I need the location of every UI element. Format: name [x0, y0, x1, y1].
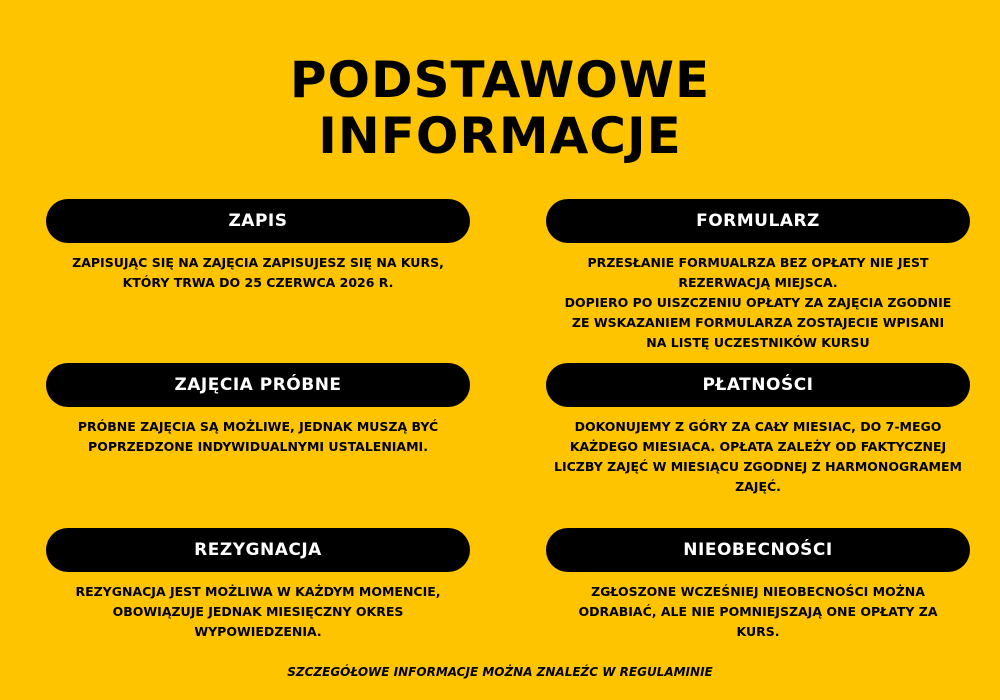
section-formularz [546, 199, 970, 353]
section-heading-rezygnacja: REZYGNACJA [46, 528, 470, 572]
section-text-zapis: ZAPISUJĄC SIĘ NA ZAJĘCIA ZAPISUJESZ SIĘ NA KURS, KTÓRY TRWA DO 25 CZERWCA 2026 R. [72, 255, 444, 290]
section-heading-zapis: ZAPIS [46, 199, 470, 243]
section-heading-nieobecnosci: NIEOBECNOŚCI [546, 528, 970, 572]
section-rezygnacja [46, 528, 470, 642]
section-heading-formularz: FORMULARZ [546, 199, 970, 243]
section-zajecia-probne [46, 363, 470, 457]
section-text-zajecia-probne: PRÓBNE ZAJĘCIA SĄ MOŻLIWE, JEDNAK MUSZĄ BYĆ POPRZEDZONE INDYWIDUALNYMI USTALENIAMI. [77, 419, 439, 454]
footer-note: SZCZEGÓŁOWE INFORMACJE MOŻNA ZNALEŹC W REGULAMINIE [287, 665, 713, 679]
page-title-line-1: PODSTAWOWE [289, 51, 711, 109]
page-title-line-2: INFORMACJE [318, 107, 682, 165]
section-zapis [46, 199, 470, 293]
page-title [0, 52, 1000, 164]
section-text-rezygnacja: REZYGNACJA JEST MOŻLIWA W KAŻDYM MOMENCIE, OBOWIĄZUJE JEDNAK MIESIĘCZNY OKRES WYPOWIEDZENIA. [75, 584, 441, 639]
section-platnosci [546, 363, 970, 497]
section-heading-platnosci: PŁATNOŚCI [546, 363, 970, 407]
section-heading-zajecia-probne: ZAJĘCIA PRÓBNE [46, 363, 470, 407]
section-text-formularz: PRZESŁANIE FORMUALRZA BEZ OPŁATY NIE JEST REZERWACJĄ MIEJSCA. DOPIERO PO UISZCZENIU OPŁATY ZA ZAJĘCIA ZGODNIE ZE WSKAZANIEM FORMULARZA ZOSTAJECIE WPISANI NA LISTĘ UCZESTNIKÓW KURSU [564, 255, 952, 350]
section-nieobecnosci [546, 528, 970, 642]
section-text-nieobecnosci: ZGŁOSZONE WCZEŚNIEJ NIEOBECNOŚCI MOŻNA ODRABIAĆ, ALE NIE POMNIEJSZAJĄ ONE OPŁATY ZA KURS. [578, 584, 938, 639]
section-text-platnosci: DOKONUJEMY Z GÓRY ZA CAŁY MIESIAC, DO 7-MEGO KAŻDEGO MIESIACA. OPŁATA ZALEŻY OD FAKTYCZNEJ LICZBY ZAJĘĆ W MIESIĄCU ZGODNEJ Z HARMONOGRAMEM ZAJĘĆ. [554, 419, 962, 494]
